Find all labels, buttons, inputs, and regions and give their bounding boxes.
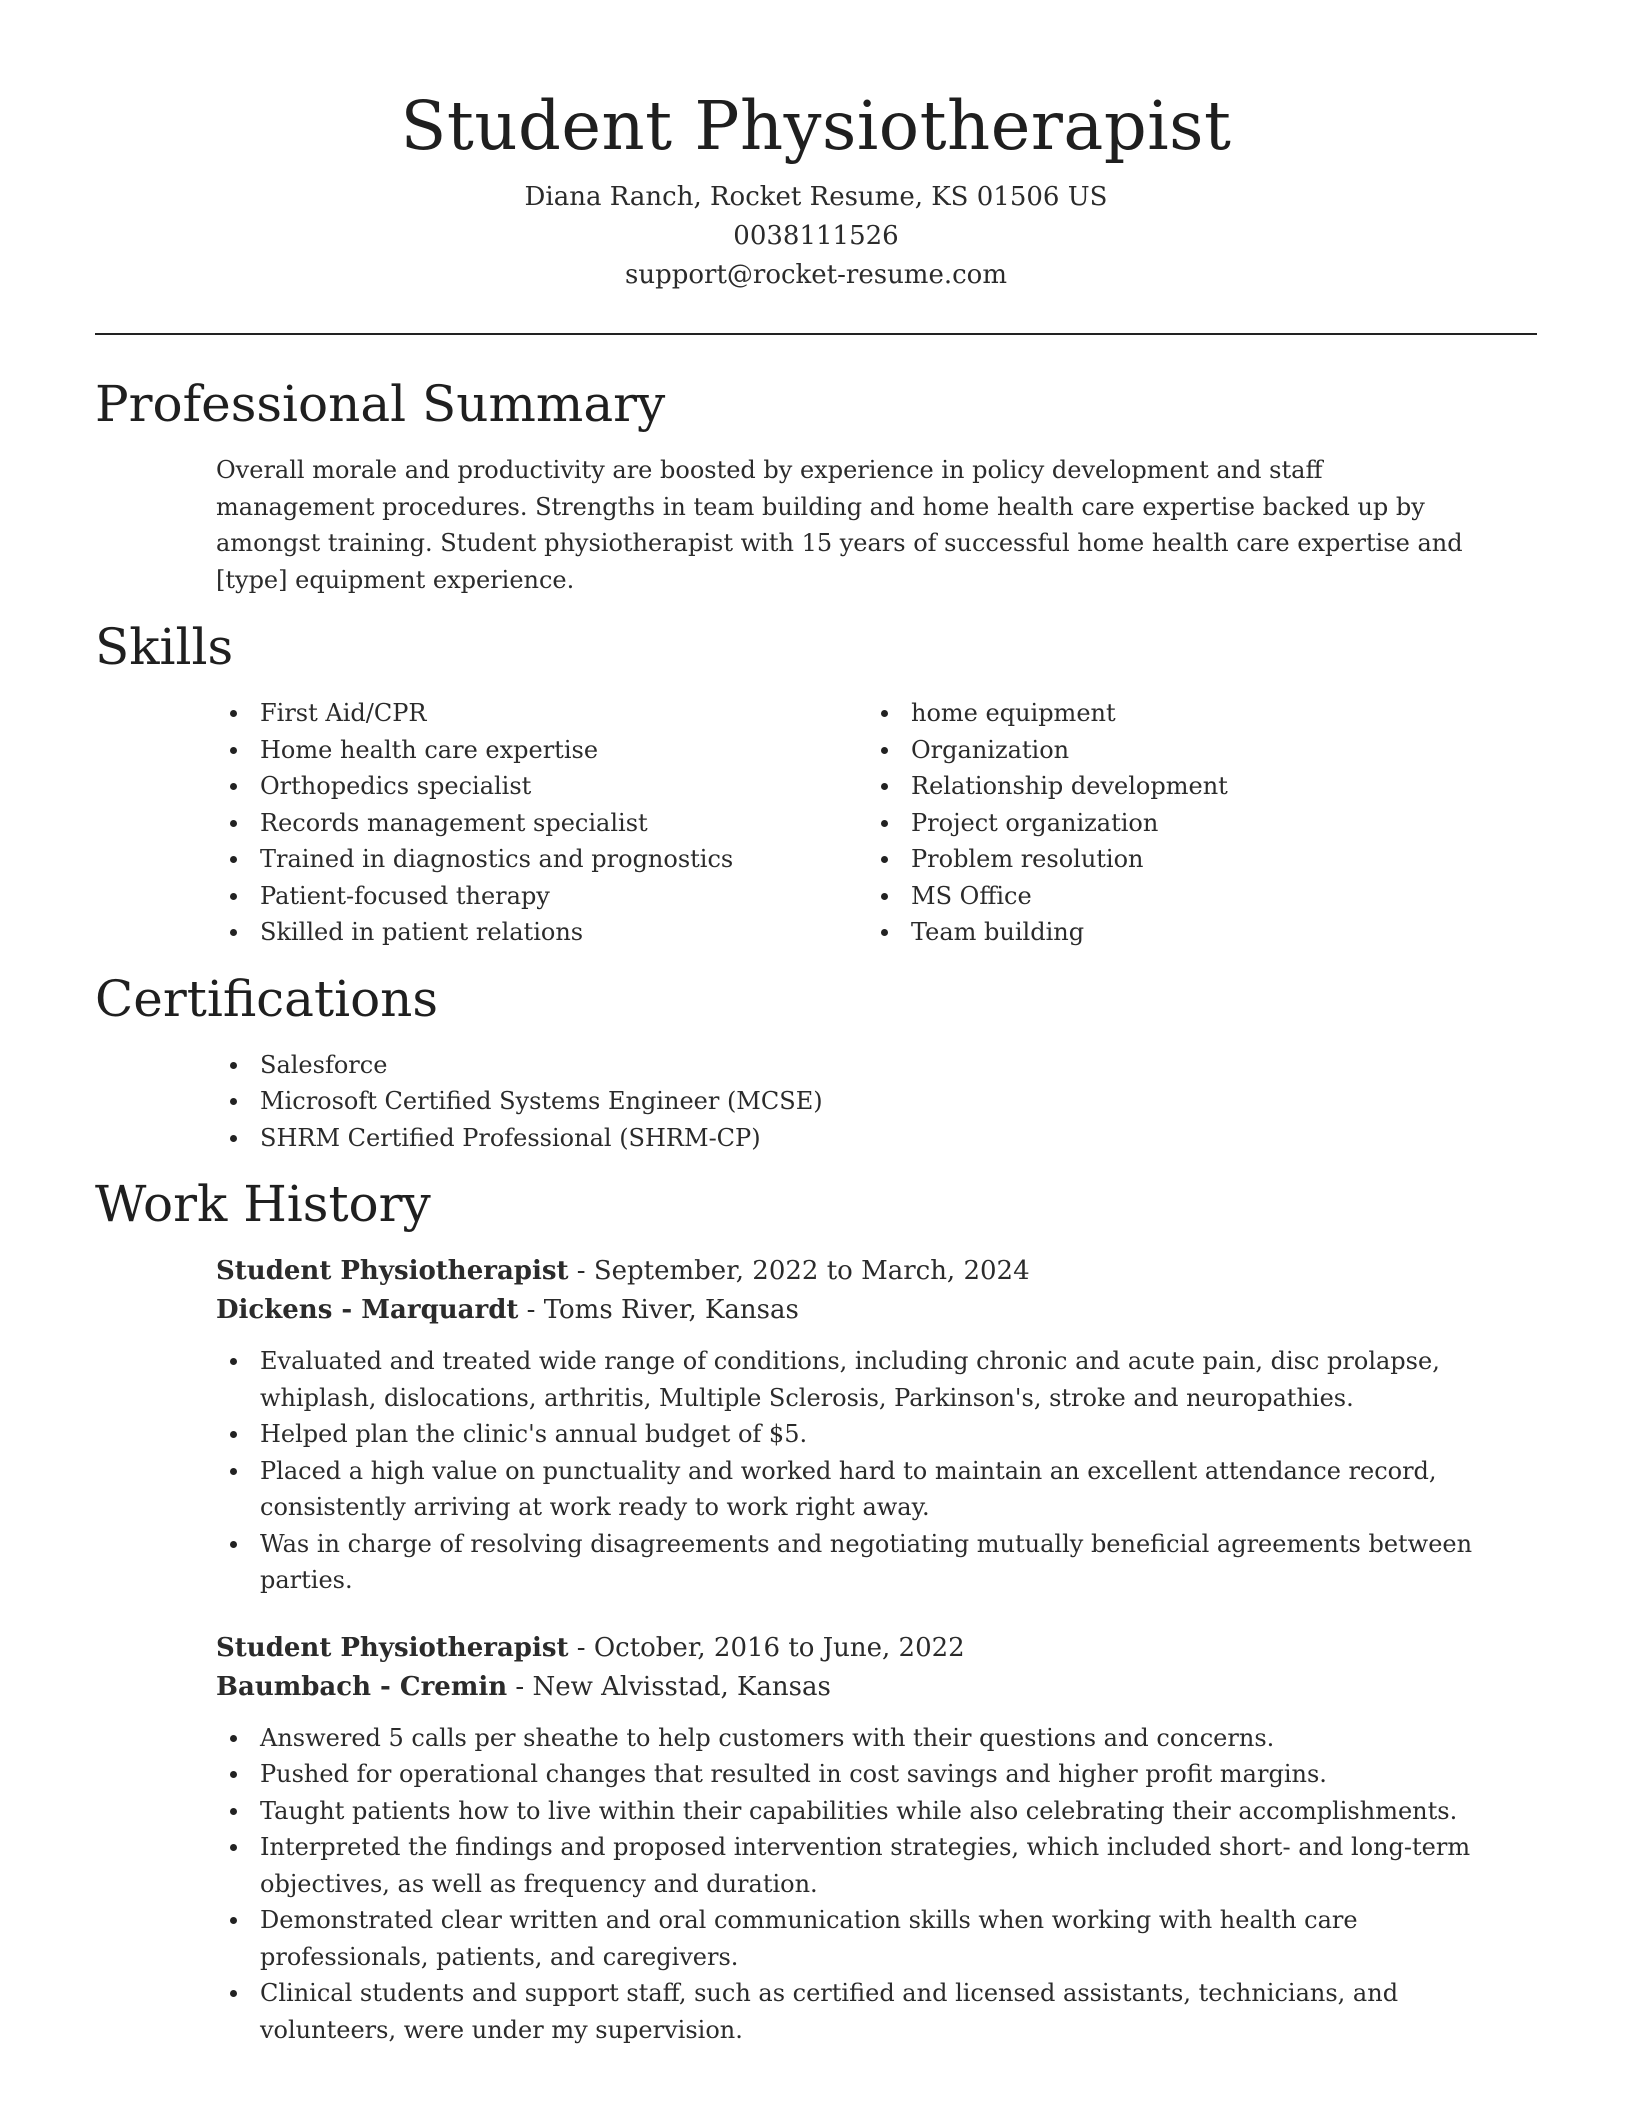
skill-item: Organization bbox=[867, 732, 1537, 769]
skill-item: Project organization bbox=[867, 805, 1537, 842]
certification-item: Microsoft Certified Systems Engineer (MCSE) bbox=[216, 1083, 1537, 1120]
certifications-heading: Certifications bbox=[95, 969, 439, 1028]
job-duty-item: Taught patients how to live within their capabilities while also celebrating their accomplishments. bbox=[216, 1793, 1537, 1830]
skills-column-right bbox=[867, 695, 1537, 951]
skills-column-left bbox=[216, 695, 867, 951]
job-title-line bbox=[216, 1629, 1537, 1668]
skill-item: Trained in diagnostics and prognostics bbox=[216, 841, 867, 878]
skill-item: Skilled in patient relations bbox=[216, 914, 867, 951]
contact-info bbox=[95, 178, 1537, 295]
work-history-heading: Work History bbox=[95, 1175, 431, 1233]
skill-item: Problem resolution bbox=[867, 841, 1537, 878]
job-duties-list bbox=[216, 1343, 1537, 1599]
candidate-name: Student Physiotherapist bbox=[400, 87, 1232, 165]
job-duty-item: Was in charge of resolving disagreements and negotiating mutually beneficial agreements between parties. bbox=[216, 1526, 1537, 1599]
job-location: - Toms River, Kansas bbox=[518, 1295, 799, 1325]
job-duty-item: Demonstrated clear written and oral communication skills when working with health care professionals, patients, and caregivers. bbox=[216, 1902, 1537, 1975]
job-duty-item: Helped plan the clinic's annual budget of $5. bbox=[216, 1416, 1537, 1453]
certifications-list bbox=[216, 1047, 1537, 1157]
summary-text: Overall morale and productivity are boosted by experience in policy development and staff management procedures. Strengths in team building and home health care expertise backed up by amongst training. Student physiotherapist with 15 years of successful home health care expertise and [type] equipment experience. bbox=[216, 456, 1463, 594]
certification-item: Salesforce bbox=[216, 1047, 1537, 1084]
job-duty-item: Answered 5 calls per sheathe to help customers with their questions and concerns. bbox=[216, 1720, 1537, 1757]
header-divider bbox=[95, 333, 1537, 335]
skills-heading: Skills bbox=[95, 618, 234, 676]
contact-address: Diana Ranch, Rocket Resume, KS 01506 US bbox=[524, 182, 1108, 212]
certifications-section bbox=[95, 968, 1537, 1157]
job-title-line bbox=[216, 1252, 1537, 1291]
skill-item: home equipment bbox=[867, 695, 1537, 732]
job-duties-list bbox=[216, 1720, 1537, 2049]
skills-list bbox=[216, 695, 1537, 951]
job-duty-item: Placed a high value on punctuality and worked hard to maintain an excellent attendance record, consistently arriving at work ready to work right away. bbox=[216, 1453, 1537, 1526]
job-dates: - September, 2022 to March, 2024 bbox=[568, 1256, 1030, 1286]
job-company-line bbox=[216, 1291, 1537, 1330]
job-company-line bbox=[216, 1668, 1537, 1707]
skill-item: Records management specialist bbox=[216, 805, 867, 842]
job-company: Baumbach - Cremin bbox=[216, 1671, 508, 1702]
job-duty-item: Interpreted the findings and proposed intervention strategies, which included short- and long-term objectives, as well as frequency and duration. bbox=[216, 1829, 1537, 1902]
skill-item: Team building bbox=[867, 914, 1537, 951]
job-location: - New Alvisstad, Kansas bbox=[507, 1671, 831, 1702]
work-history-section bbox=[95, 1173, 1537, 2048]
skill-item: Relationship development bbox=[867, 768, 1537, 805]
skills-section bbox=[95, 616, 1537, 951]
job-title: Student Physiotherapist bbox=[216, 1256, 569, 1286]
skill-item: Patient-focused therapy bbox=[216, 878, 867, 915]
skill-item: First Aid/CPR bbox=[216, 695, 867, 732]
job-entry bbox=[216, 1629, 1537, 2049]
skill-item: Home health care expertise bbox=[216, 732, 867, 769]
skill-item: Orthopedics specialist bbox=[216, 768, 867, 805]
summary-heading: Professional Summary bbox=[95, 375, 666, 433]
contact-email: support@rocket-resume.com bbox=[624, 260, 1007, 290]
job-duty-item: Pushed for operational changes that resulted in cost savings and higher profit margins. bbox=[216, 1756, 1537, 1793]
contact-phone: 0038111526 bbox=[733, 221, 899, 251]
job-company: Dickens - Marquardt bbox=[216, 1295, 519, 1325]
job-duty-item: Evaluated and treated wide range of conditions, including chronic and acute pain, disc prolapse, whiplash, dislocations, arthritis, Multiple Sclerosis, Parkinson's, stroke and neuropathies. bbox=[216, 1343, 1537, 1416]
skill-item: MS Office bbox=[867, 878, 1537, 915]
summary-section bbox=[95, 373, 1537, 598]
resume-page bbox=[95, 0, 1537, 2112]
job-title: Student Physiotherapist bbox=[216, 1632, 569, 1663]
resume-header bbox=[95, 0, 1537, 295]
certification-item: SHRM Certified Professional (SHRM-CP) bbox=[216, 1120, 1537, 1157]
job-duty-item: Clinical students and support staff, such as certified and licensed assistants, technicians, and volunteers, were under my supervision. bbox=[216, 1975, 1537, 2048]
job-entry bbox=[216, 1252, 1537, 1599]
job-dates: - October, 2016 to June, 2022 bbox=[568, 1632, 965, 1663]
